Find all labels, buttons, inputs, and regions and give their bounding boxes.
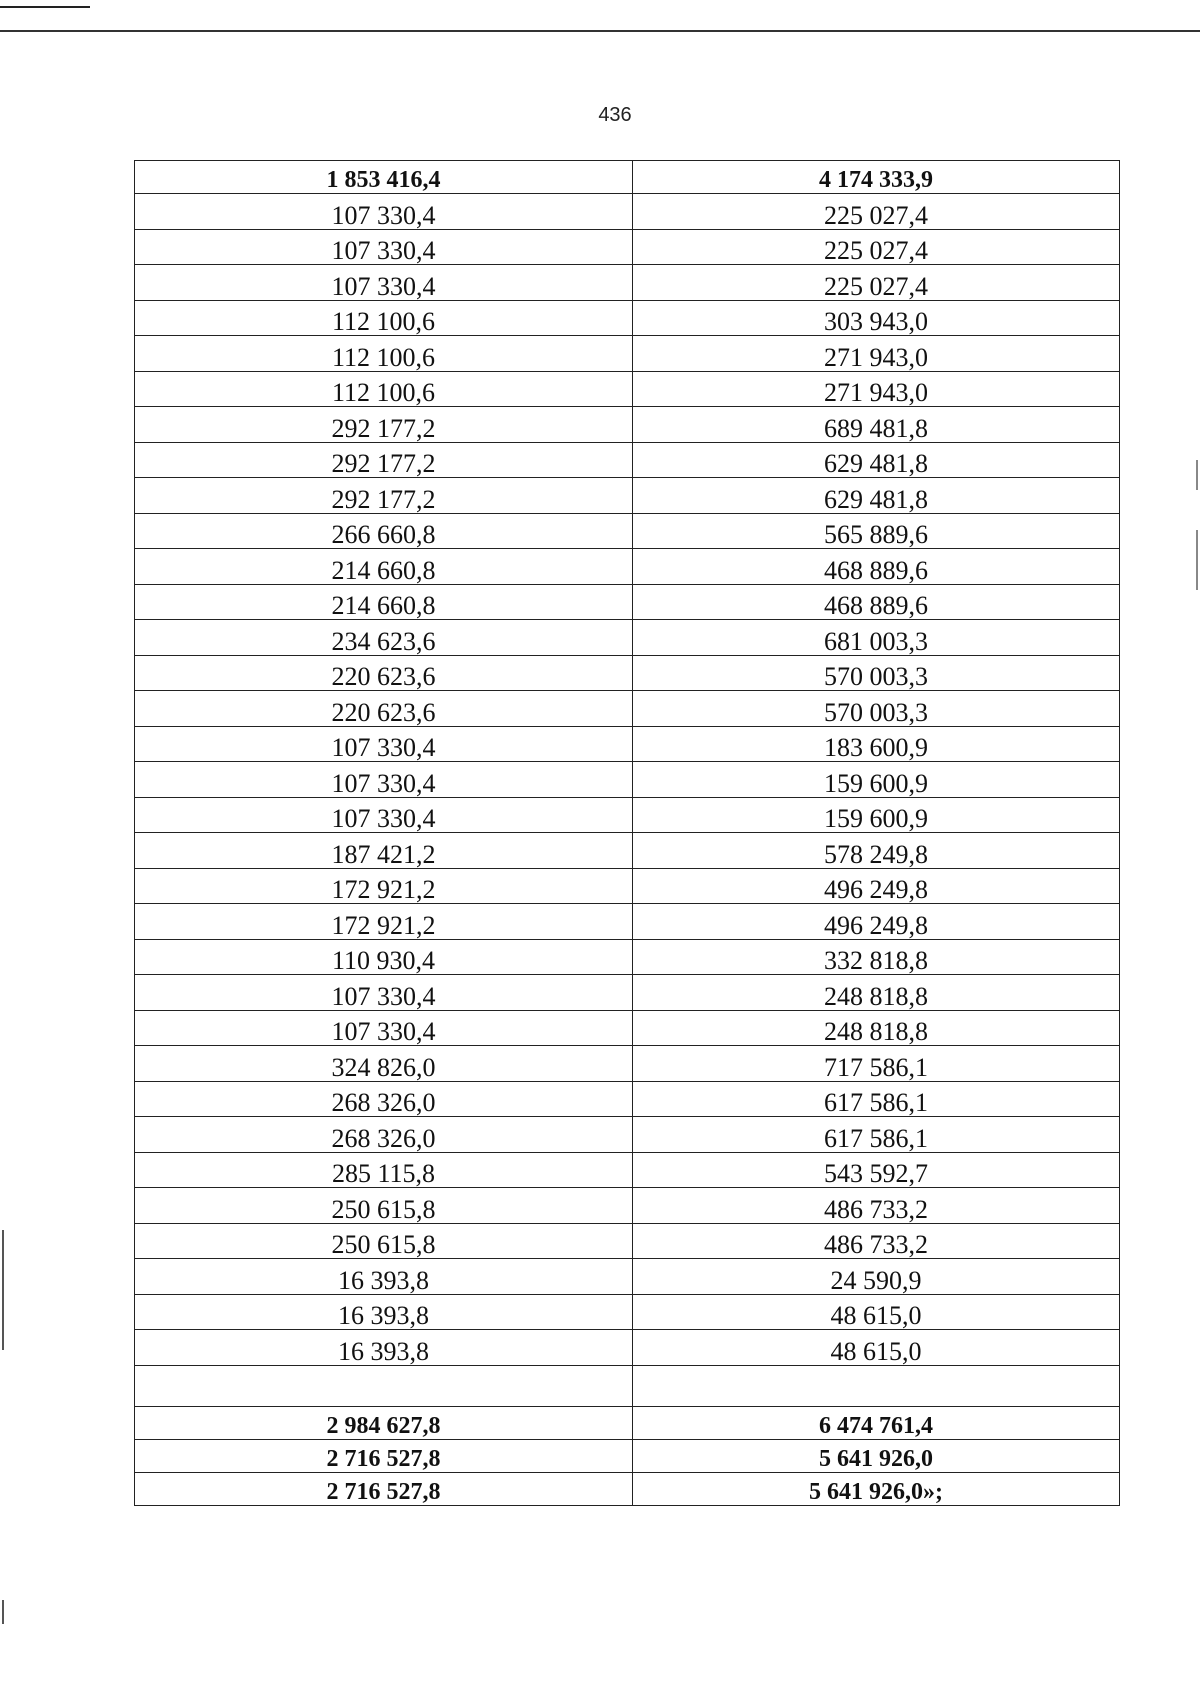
cell-right-value: 48 615,0: [633, 1294, 1120, 1330]
cell-left-value: 214 660,8: [135, 584, 633, 620]
cell-left-value: 107 330,4: [135, 726, 633, 762]
table-row: [135, 1472, 1120, 1505]
cell-left-value: 172 921,2: [135, 904, 633, 940]
cell-right-value: 225 027,4: [633, 194, 1120, 230]
table-row: [135, 904, 1120, 940]
cell-left-value: 250 615,8: [135, 1188, 633, 1224]
cell-left-value: 220 623,6: [135, 691, 633, 727]
cell-right-value: 543 592,7: [633, 1152, 1120, 1188]
cell-right-value: 617 586,1: [633, 1117, 1120, 1153]
cell-right-value: 629 481,8: [633, 442, 1120, 478]
cell-left-value: 268 326,0: [135, 1117, 633, 1153]
page-number: 436: [598, 104, 632, 126]
cell-left-value: 112 100,6: [135, 336, 633, 372]
cell-right-value: 629 481,8: [633, 478, 1120, 514]
cell-right-value: 5 641 926,0: [633, 1439, 1120, 1472]
cell-right-value: 248 818,8: [633, 1010, 1120, 1046]
table-row: [135, 229, 1120, 265]
table-row: [135, 442, 1120, 478]
table-row: [135, 939, 1120, 975]
cell-right-value: 271 943,0: [633, 371, 1120, 407]
table-row: [135, 691, 1120, 727]
cell-left-value: 172 921,2: [135, 868, 633, 904]
cell-right-value: 4 174 333,9: [633, 161, 1120, 194]
cell-left-value: 324 826,0: [135, 1046, 633, 1082]
cell-right-value: 332 818,8: [633, 939, 1120, 975]
table-row: [135, 797, 1120, 833]
table-row: [135, 1406, 1120, 1439]
cell-left-value: 107 330,4: [135, 975, 633, 1011]
cell-left-value: 107 330,4: [135, 762, 633, 798]
cell-left-value: 107 330,4: [135, 797, 633, 833]
cell-left-value: 16 393,8: [135, 1259, 633, 1295]
table-row: [135, 1330, 1120, 1366]
cell-right-value: 159 600,9: [633, 762, 1120, 798]
table-row: [135, 868, 1120, 904]
table-row: [135, 513, 1120, 549]
table-row: [135, 833, 1120, 869]
cell-left-value: 2 716 527,8: [135, 1472, 633, 1505]
scan-margin-mark: [1196, 530, 1198, 590]
table-row: [135, 265, 1120, 301]
cell-left-value: 187 421,2: [135, 833, 633, 869]
cell-left-value: 107 330,4: [135, 1010, 633, 1046]
table-row: [135, 1188, 1120, 1224]
table-row: [135, 1223, 1120, 1259]
table-row: [135, 1010, 1120, 1046]
cell-right-value: 303 943,0: [633, 300, 1120, 336]
cell-left-value: 110 930,4: [135, 939, 633, 975]
cell-left-value: 292 177,2: [135, 478, 633, 514]
cell-left-value: 107 330,4: [135, 229, 633, 265]
cell-right-value: 24 590,9: [633, 1259, 1120, 1295]
cell-right-value: 578 249,8: [633, 833, 1120, 869]
cell-right-value: 570 003,3: [633, 655, 1120, 691]
cell-right-value: 468 889,6: [633, 549, 1120, 585]
table-row: [135, 1365, 1120, 1406]
table-body: [135, 161, 1120, 1506]
table-row: [135, 584, 1120, 620]
cell-right-value: 689 481,8: [633, 407, 1120, 443]
values-table: [134, 160, 1120, 1506]
cell-right-value: 496 249,8: [633, 904, 1120, 940]
cell-left-value: 220 623,6: [135, 655, 633, 691]
table-row: [135, 407, 1120, 443]
cell-left-value: 268 326,0: [135, 1081, 633, 1117]
cell-left-value: 250 615,8: [135, 1223, 633, 1259]
cell-left-value: 112 100,6: [135, 371, 633, 407]
table-row: [135, 762, 1120, 798]
cell-right-value: [633, 1365, 1120, 1406]
cell-left-value: 285 115,8: [135, 1152, 633, 1188]
cell-right-value: 486 733,2: [633, 1188, 1120, 1224]
cell-left-value: 2 984 627,8: [135, 1406, 633, 1439]
cell-right-value: 486 733,2: [633, 1223, 1120, 1259]
table-row: [135, 336, 1120, 372]
cell-right-value: 570 003,3: [633, 691, 1120, 727]
cell-right-value: 681 003,3: [633, 620, 1120, 656]
cell-right-value: 48 615,0: [633, 1330, 1120, 1366]
table-row: [135, 371, 1120, 407]
cell-left-value: 266 660,8: [135, 513, 633, 549]
cell-right-value: 248 818,8: [633, 975, 1120, 1011]
table-row: [135, 620, 1120, 656]
table-row: [135, 194, 1120, 230]
cell-right-value: 617 586,1: [633, 1081, 1120, 1117]
cell-right-value: 225 027,4: [633, 229, 1120, 265]
table-row: [135, 655, 1120, 691]
cell-right-value: 159 600,9: [633, 797, 1120, 833]
cell-left-value: 107 330,4: [135, 194, 633, 230]
cell-right-value: 717 586,1: [633, 1046, 1120, 1082]
table-row: [135, 1259, 1120, 1295]
table-row: [135, 1294, 1120, 1330]
cell-right-value: 183 600,9: [633, 726, 1120, 762]
cell-right-value: 468 889,6: [633, 584, 1120, 620]
scan-margin-mark-left: [2, 1600, 4, 1624]
cell-right-value: 6 474 761,4: [633, 1406, 1120, 1439]
cell-right-value: 225 027,4: [633, 265, 1120, 301]
table-row: [135, 161, 1120, 194]
cell-left-value: 1 853 416,4: [135, 161, 633, 194]
table-row: [135, 1046, 1120, 1082]
table-row: [135, 1439, 1120, 1472]
cell-left-value: [135, 1365, 633, 1406]
scan-margin-mark-left: [2, 1230, 4, 1350]
cell-right-value: 5 641 926,0»;: [633, 1472, 1120, 1505]
header-rule: [0, 30, 1200, 32]
cell-left-value: 214 660,8: [135, 549, 633, 585]
scan-margin-mark: [1196, 460, 1198, 490]
cell-right-value: 271 943,0: [633, 336, 1120, 372]
header-rule-short: [0, 6, 90, 8]
table-row: [135, 975, 1120, 1011]
cell-left-value: 107 330,4: [135, 265, 633, 301]
table-row: [135, 300, 1120, 336]
table-row: [135, 1081, 1120, 1117]
table-row: [135, 1117, 1120, 1153]
cell-right-value: 496 249,8: [633, 868, 1120, 904]
cell-right-value: 565 889,6: [633, 513, 1120, 549]
cell-left-value: 292 177,2: [135, 407, 633, 443]
table-row: [135, 1152, 1120, 1188]
table-row: [135, 726, 1120, 762]
cell-left-value: 16 393,8: [135, 1294, 633, 1330]
cell-left-value: 292 177,2: [135, 442, 633, 478]
cell-left-value: 234 623,6: [135, 620, 633, 656]
table-row: [135, 549, 1120, 585]
cell-left-value: 16 393,8: [135, 1330, 633, 1366]
cell-left-value: 112 100,6: [135, 300, 633, 336]
table-row: [135, 478, 1120, 514]
cell-left-value: 2 716 527,8: [135, 1439, 633, 1472]
